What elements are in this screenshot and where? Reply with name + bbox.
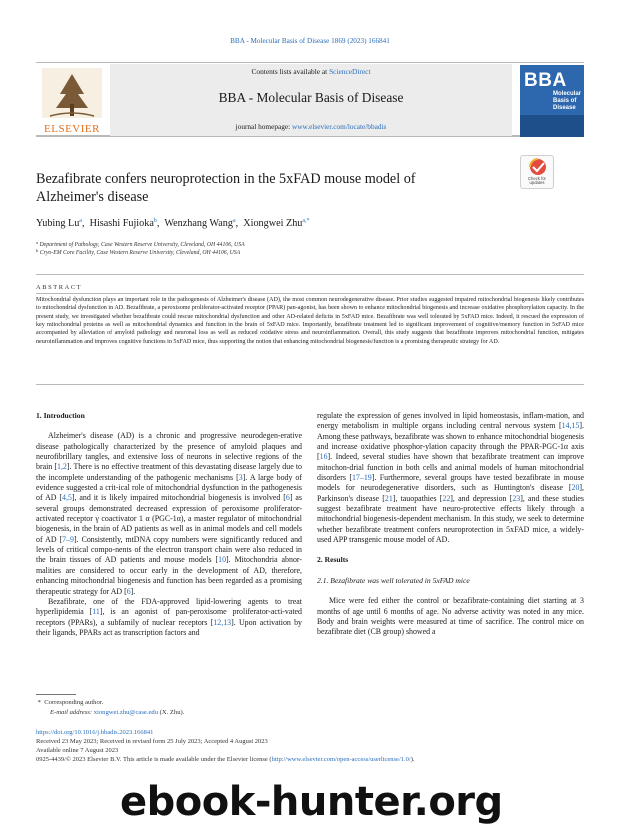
- citation-link[interactable]: 16: [319, 452, 328, 462]
- citation-link[interactable]: 11: [92, 607, 100, 617]
- contents-panel: [110, 64, 512, 136]
- author-name[interactable]: Hisashi Fujioka: [89, 218, 154, 229]
- cover-band: [520, 115, 584, 137]
- email-footnote: E-mail address: xiongwei.zhu@case.edu (X. Zhu).: [50, 709, 185, 716]
- journal-header: [36, 62, 584, 137]
- affiliation: $^a$ Department of Pathology, Case Western Reserve University, Cleveland, OH 44106, USA: [36, 240, 245, 248]
- paragraph: Mice were fed either the control or bezafibrate-containing diet starting at 3 months of age until 6 months of age. No adverse activity was noted in any mice. Body and brain weights were measured at time of sacrifice. The control mice on bezafibrate diet (CB group) showed a: [317, 596, 584, 637]
- citation-link[interactable]: 3: [238, 472, 243, 482]
- abstract-text: Mitochondrial dysfunction plays an important role in the pathogenesis of Alzheimer's disease (AD), the most common neurodegenerative disease. Prior studies suggested impaired mitochondrial biogenesis likely contributes to mitochondrial dysfunction in AD. Bezafibrate, a peroxisome proliferator-activated receptor (PPAR) pan-agonist, has been shown to enhance mitochondrial biogenesis and increase oxidative phosphorylation capacity. In the present study, we investigated whether bezafibrate could rescue mitochondrial dysfunction and other AD-related deficits in 5xFAD mice. Bezafibrate was well tolerated by 5xFAD mice. Indeed, it rescued the expression of key mitochondrial proteins as well as mitochondrial dynamics and function in the brain of 5xFAD mice. Importantly, bezafibrate treatment led to significant improvement of cognitive/memory function in 5xFAD mice accompanied by alleviation of amyloid pathology and neuronal loss as well as reduced oxidative stress and neuroinflammation. Overall, this study suggests that bezafibrate improves mitochondrial function, mitigates neuroinflammation and improves cognitive functions in 5xFAD mice, thus supporting the notion that enhancing mitochondrial biogenesis/function is a promising therapeutic strategy for AD.: [36, 297, 584, 345]
- section-heading: 1. Introduction: [36, 411, 85, 420]
- citation-link[interactable]: 20: [571, 483, 580, 493]
- author-name[interactable]: Wenzhang Wang: [164, 218, 233, 229]
- license-line: 0925-4439/© 2023 Elsevier B.V. This article is made available under the Elsevier license (http://www.elsevier.com/open-access/userlicense/1.0/).: [36, 756, 415, 763]
- author-list: Yubing Lu$^a$, Hisashi Fujioka$^b$, Wenzhang Wang$^a$, Xiongwei Zhu$^{a,*}$: [36, 218, 310, 229]
- watermark: ebook-hunter.org: [120, 779, 503, 825]
- check-for-updates-button[interactable]: [520, 155, 554, 189]
- paragraph: Alzheimer's disease (AD) is a chronic and progressive neurodegen-erative disease pathologically characterized by the presence of amyloid plaques and neurofibrillary tangles, and extensive loss of neurons in selective regions of the brain [1,2]. There is no effective treatment of this devastating disease largely due to the incomplete understanding of the pathogenic mechanisms [3]. A large body of evidence suggested a crit-ical role of mitochondrial dysfunction in the pathogenesis of AD [4,5], and it is likely impaired mitochondrial biogenesis is involved [6] as several groups demonstrated decreased expression of peroxisome proliferator-activated receptor γ coactivator 1 α (PGC-1α), a master regulator of mitochondrial biogenesis, in the brain of AD patients as well as in animal models and cell models of AD [7–9]. Consistently, mtDNA copy numbers were significantly reduced and levels of critical compo-nents of the electron transport chain were also reduced in the brain tissues of AD patients and mouse models [10]. Mitochondria abnor-malities are considered to occur early in the development of AD, therefore, enhancing mitochondrial biogenesis and function has been regarded as a promising therapeutic strategy for AD [6].: [36, 431, 302, 596]
- available-online: Available online 7 August 2023: [36, 747, 119, 754]
- divider: [36, 293, 584, 294]
- paragraph: Bezafibrate, one of the FDA-approved lipid-lowering agents to treat hyperlipidemia [11], is an agonist of pan-peroxisome proliferator-acti-vated receptors (PPARs), a subfamily of nuclear receptors [12,13]. Upon activation by their ligands, PPARs act as transcription factors and: [36, 596, 303, 637]
- cover-subtitle: Molecular Basis of Disease: [553, 91, 582, 111]
- check-updates-icon: [521, 156, 555, 178]
- author-name[interactable]: Xiongwei Zhu: [243, 218, 303, 229]
- section-heading: 2. Results: [317, 555, 349, 565]
- citation-link[interactable]: 12,13: [213, 617, 232, 627]
- article-title: Bezafibrate confers neuroprotection in the 5xFAD mouse model of Alzheimer's disease: [36, 171, 416, 205]
- homepage-link[interactable]: www.elsevier.com/locate/bbadis: [291, 122, 387, 131]
- citation-link[interactable]: 22: [442, 493, 451, 503]
- divider: [36, 274, 584, 275]
- affiliation: $^b$ Cryo-EM Core Facility, Case Western Reserve University, Cleveland, OH 44106, USA: [36, 248, 241, 256]
- check-updates-label-1: Check for: [528, 175, 546, 181]
- journal-cover[interactable]: [520, 65, 584, 137]
- paragraph: regulate the expression of genes involved in lipid homeostasis, inflam-mation, and energy metabolism in multiple organs including central nervous system [14,15]. Among these pathways, bezafibrate was shown to enhance mitochondrial biogenesis and increase oxidative phosphor-ylation capacity through the PPAR-PGC-1α axis [16]. Indeed, several studies have shown that bezafibrate treatment can improve mitochon-drial function in both cells and animal models of human mitochondrial disorders [17–19]. Furthermore, several groups have tested bezafibrate in mouse models for neurodegenerative disorders, such as Huntington's disease [20], Parkinson's disease [21], tauopathies [22], and depression [23], and these studies suggest bezafibrate treatment have neuro-protective effects likely through a mitochondrial biogenesis-dependent mechanism. In this study, we seek to determine whether bezafibrate treatment confers neuroprotection in 5xFAD mice, a widely-used APP transgenic mouse model of AD.: [317, 411, 585, 545]
- homepage-line: journal homepage: www.elsevier.com/locate/bbadis: [235, 122, 387, 131]
- divider: [36, 384, 584, 385]
- author-name[interactable]: Yubing Lu: [36, 218, 80, 229]
- right-column: [317, 411, 584, 638]
- citation-link[interactable]: 6: [285, 493, 290, 503]
- author-affil-link[interactable]: a,*: [302, 218, 310, 224]
- left-column: [36, 411, 302, 638]
- citation-link[interactable]: 7–9: [62, 534, 74, 544]
- journal-name: BBA - Molecular Basis of Disease: [218, 90, 404, 105]
- email-link[interactable]: xiongwei.zhu@case.edu: [93, 709, 159, 716]
- citation-link[interactable]: 21: [384, 493, 393, 503]
- subsection-heading: 2.1. Bezafibrate was well tolerated in 5xFAD mice: [317, 575, 470, 585]
- abstract-heading: ABSTRACT: [36, 284, 83, 291]
- citation-link[interactable]: 17–19: [351, 473, 372, 483]
- citation-link[interactable]: 14,15: [561, 421, 580, 431]
- doi-link[interactable]: https://doi.org/10.1016/j.bbadis.2023.166841: [36, 729, 154, 736]
- license-link[interactable]: http://www.elsevier.com/open-access/userlicense/1.0/: [271, 756, 411, 763]
- citation-link[interactable]: 23: [512, 493, 521, 503]
- journal-reference[interactable]: BBA - Molecular Basis of Disease 1869 (2023) 166841: [230, 37, 390, 45]
- cover-letters: BBA: [524, 70, 567, 91]
- citation-link[interactable]: 10: [218, 555, 227, 565]
- check-updates-label-2: updates: [529, 180, 545, 186]
- contents-line: Contents lists available at ScienceDirect: [251, 67, 371, 76]
- footnote-divider: [36, 694, 76, 695]
- elsevier-wordmark: ELSEVIER: [44, 123, 100, 135]
- elsevier-logo[interactable]: [36, 64, 108, 138]
- citation-link[interactable]: 1,2: [57, 462, 67, 472]
- sciencedirect-link[interactable]: ScienceDirect: [329, 67, 371, 76]
- author-affil-link[interactable]: b: [153, 218, 157, 224]
- received-history: Received 23 May 2023; Received in revised form 25 July 2023; Accepted 4 August 2023: [36, 738, 268, 745]
- citation-link[interactable]: 6: [126, 586, 131, 596]
- author-affil-link[interactable]: a: [232, 218, 236, 224]
- citation-link[interactable]: 4,5: [62, 493, 72, 503]
- corresponding-footnote: * Corresponding author.: [37, 699, 104, 706]
- author-affil-link[interactable]: a: [79, 218, 82, 224]
